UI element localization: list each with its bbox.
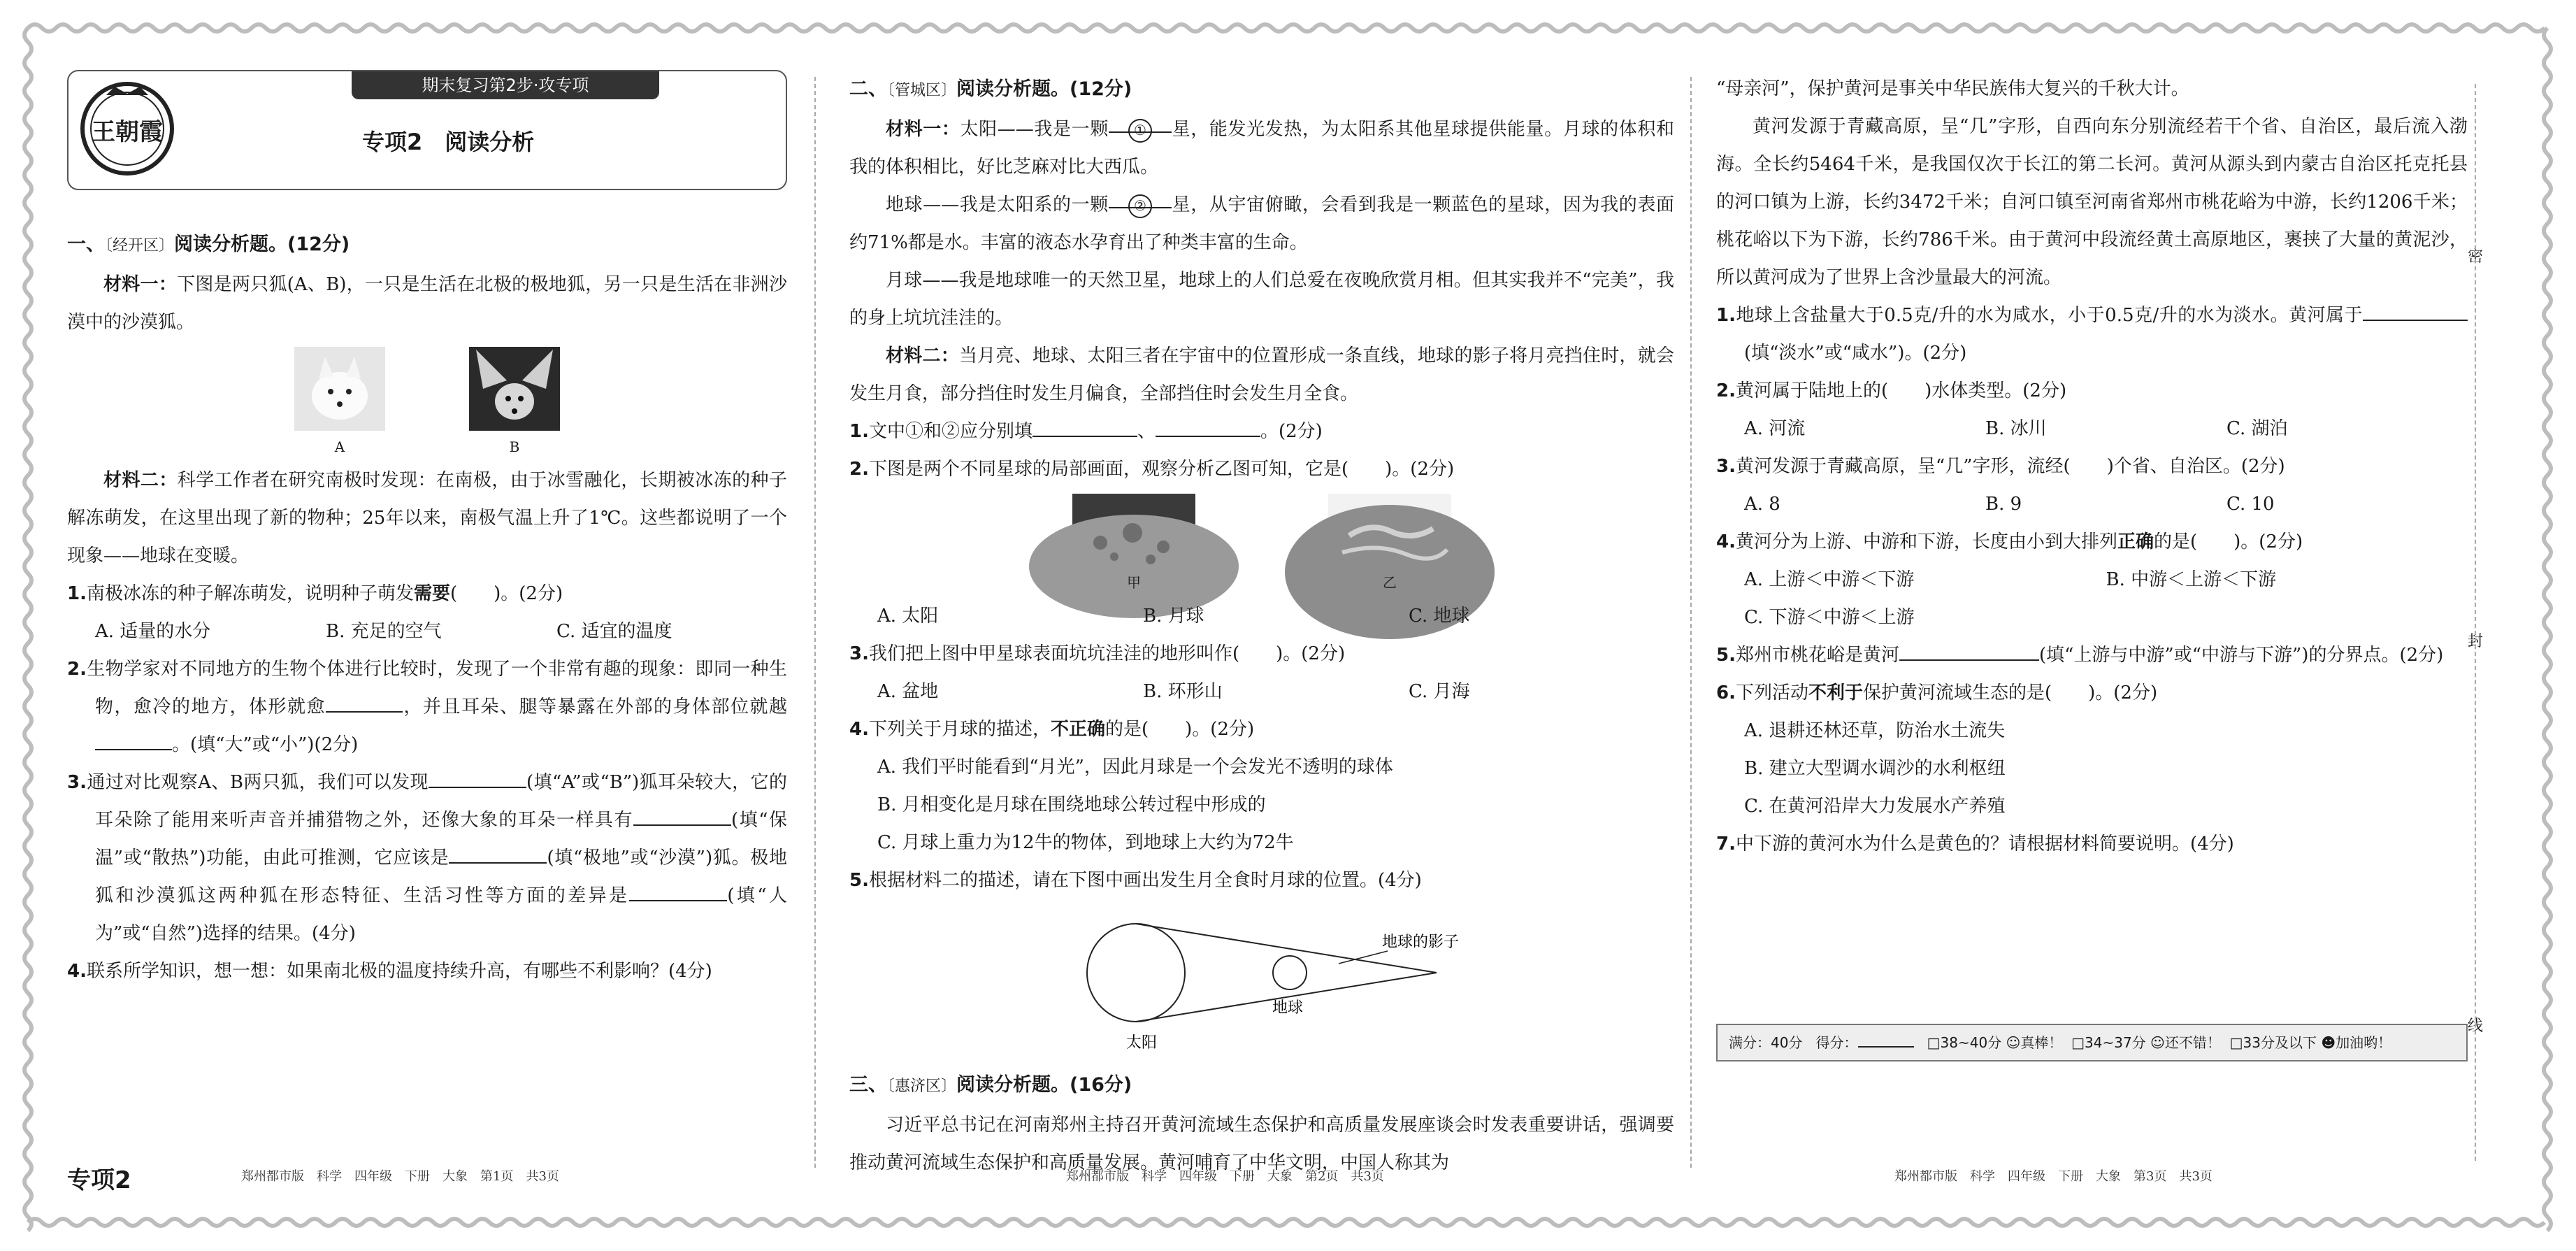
fox-a: A <box>294 347 385 457</box>
question-4-options <box>849 748 1674 862</box>
footer-page-3: 郑州都市版 科学 四年级 下册 大象 第3页 共3页 <box>1894 1169 2212 1184</box>
header-banner: 期末复习第2步·攻专项 <box>352 71 659 99</box>
question-2: 2.下图是两个不同星球的局部画面，观察分析乙图可知，它是( )。(2分) <box>849 459 1455 480</box>
question-1: 1.文中①和②应分别填 、 。(2分) <box>849 413 1674 450</box>
seal-line <box>2475 84 2476 1161</box>
cheer-icon: ☻ <box>2321 1034 2336 1051</box>
answer-blank[interactable] <box>95 728 172 750</box>
score-range-2[interactable]: □34~37分 <box>2071 1034 2146 1051</box>
score-range-3[interactable]: □33分及以下 <box>2229 1034 2317 1051</box>
question-5: 5.根据材料二的描述，请在下图中画出发生月全食时月球的位置。(4分) <box>849 870 1422 891</box>
material-1: 材料一：下图是两只狐(A、B)，一只是生活在北极的极地狐，另一只是生活在非洲沙漠中的沙漠狐。 <box>67 274 787 333</box>
option-c[interactable]: C. 适宜的温度 <box>556 621 672 642</box>
question-3: 3.我们把上图中甲星球表面坑坑洼洼的地形叫作( )。(2分) <box>849 643 1346 664</box>
svg-text:王朝霞: 王朝霞 <box>92 118 163 146</box>
option-b[interactable]: B. 建立大型调水调沙的水利枢纽 <box>1744 758 2006 779</box>
answer-blank[interactable] <box>1032 415 1137 437</box>
option-c[interactable]: C. 下游＜中游＜上游 <box>1744 607 1915 628</box>
planet-images <box>849 494 1674 593</box>
material-1-moon: 月球——我是地球唯一的天然卫星，地球上的人们总爱在夜晚欣赏月相。但其实我并不“完美”，我的身上坑坑洼洼的。 <box>849 270 1674 329</box>
question-1: 1.南极冰冻的种子解冻萌发，说明种子萌发需要( )。(2分) <box>67 583 563 604</box>
material-2: 材料二：科学工作者在研究南极时发现：在南极，由于冰雪融化，长期被冰冻的种子解冻萌发，在这里出现了新的物种；25年以来，南极气温上升了1℃。这些都说明了一个现象——地球在变暖。 <box>67 470 787 566</box>
page-title: 专项2 阅读分析 <box>362 129 535 155</box>
answer-blank[interactable] <box>429 766 526 788</box>
answer-blank[interactable] <box>2363 299 2468 321</box>
question-3-options <box>1716 485 2468 523</box>
question-1: 1.地球上含盐量大于0.5克/升的水为咸水，小于0.5克/升的水为淡水。黄河属于(填“淡水”或“咸水”)。(2分) <box>1716 296 2468 372</box>
page-3 <box>1716 70 2468 1161</box>
question-2: 2.黄河属于陆地上的( )水体类型。(2分) <box>1716 380 2067 401</box>
question-2-options <box>1716 410 2468 448</box>
score-bar: 满分：40分 得分： □38~40分 ☺真棒！ □34~37分 ☺还不错！ □33分及以下 ☻加油哟！ <box>1716 1024 2468 1061</box>
wangzhaoxia-logo <box>78 80 176 178</box>
option-c[interactable]: C. 月球上重力为12牛的物体，到地球上大约为72牛 <box>877 832 1294 853</box>
sun-label: 太阳 <box>1126 1034 1158 1052</box>
answer-blank[interactable] <box>633 803 731 826</box>
score-blank[interactable] <box>1858 1031 1914 1048</box>
question-5: 5.郑州市桃花峪是黄河 (填“上游与中游”或“中游与下游”)的分界点。(2分) <box>1716 636 2468 674</box>
fox-b: B <box>469 347 560 457</box>
page-divider-2 <box>1690 77 1692 1168</box>
question-2: 2.生物学家对不同地方的生物个体进行比较时，发现了一个非常有趣的现象：即同一种生物，愈冷的地方，体形就愈 ，并且耳朵、腿等暴露在外部的身体部位就越。(填“大”或“小”)(2分) <box>67 659 787 755</box>
option-b[interactable]: B. 月球 <box>1143 606 1204 627</box>
section-heading: 二、〔管城区〕阅读分析题。(12分) <box>849 78 1132 100</box>
eclipse-diagram[interactable] <box>1059 899 1492 1060</box>
question-7: 7.中下游的黄河水为什么是黄色的？请根据材料简要说明。(4分) <box>1716 834 2234 855</box>
material-2: 材料二：当月亮、地球、太阳三者在宇宙中的位置形成一条直线，地球的影子将月亮挡住时，就会发生月食，部分挡住时发生月偏食，全部挡住时会发生月全食。 <box>849 345 1674 404</box>
arctic-fox-image <box>294 347 385 431</box>
passage-continued: “母亲河”，保护黄河是事关中华民族伟大复兴的千秋大计。 <box>1716 78 2189 99</box>
earth-circle <box>1273 956 1307 989</box>
option-b[interactable]: B. 月相变化是月球在围绕地球公转过程中形成的 <box>877 794 1266 815</box>
option-a[interactable]: A. 我们平时能看到“月光”，因此月球是一个会发光不透明的球体 <box>877 757 1393 778</box>
question-4-options <box>1716 561 2468 599</box>
fennec-fox-image <box>469 347 560 431</box>
option-a[interactable]: A. 太阳 <box>877 606 939 627</box>
material-1-earth: 地球——我是太阳系的一颗 ② 星，从宇宙俯瞰，会看到我是一颗蓝色的星球，因为我的表面约71%都是水。丰富的液态水孕育出了种类丰富的生命。 <box>849 186 1674 262</box>
earth-shadow-label: 地球的影子 <box>1382 934 1460 951</box>
answer-blank[interactable] <box>1156 415 1260 437</box>
question-4: 4.黄河分为上游、中游和下游，长度由小到大排列正确的是( )。(2分) <box>1716 531 2303 552</box>
answer-blank[interactable] <box>449 841 547 864</box>
footer-page-2: 郑州都市版 科学 四年级 下册 大象 第2页 共3页 <box>1066 1169 1384 1184</box>
smile-icon: ☺ <box>2150 1034 2165 1051</box>
question-3-options <box>849 673 1674 710</box>
option-b[interactable]: B. 冰川 <box>1985 418 2047 439</box>
sun-circle <box>1087 924 1185 1022</box>
fox-images <box>67 347 787 457</box>
option-a[interactable]: A. 退耕还林还草，防治水土流失 <box>1744 720 2006 741</box>
answer-blank[interactable] <box>326 690 403 713</box>
answer-blank[interactable] <box>629 879 727 901</box>
smile-icon: ☺ <box>2006 1034 2021 1051</box>
option-c[interactable]: C. 湖泊 <box>2226 418 2288 439</box>
option-b[interactable]: B. 充足的空气 <box>326 621 442 642</box>
option-b[interactable]: B. 环形山 <box>1143 681 1223 702</box>
seal-char-3: 线 <box>2467 1017 2483 1035</box>
score-range-1[interactable]: □38~40分 <box>1927 1034 2002 1051</box>
planet-yi: 乙 <box>1328 494 1451 593</box>
section-3-passage: 习近平总书记在河南郑州主持召开黄河流域生态保护和高质量发展座谈会时发表重要讲话，强调要推动黄河流域生态保护和高质量发展。黄河哺育了中华文明，中国人称其为 <box>849 1115 1674 1173</box>
moon-surface-image <box>1072 494 1195 566</box>
option-c[interactable]: C. 月海 <box>1409 681 1470 702</box>
seal-char-1: 密 <box>2467 248 2483 266</box>
option-a[interactable]: A. 8 <box>1744 494 1780 515</box>
option-c[interactable]: C. 10 <box>2226 494 2275 515</box>
question-4: 4.联系所学知识，想一想：如果南北极的温度持续升高，有哪些不利影响？(4分) <box>67 961 712 982</box>
page-1 <box>67 70 787 1161</box>
page-divider-1 <box>814 77 816 1168</box>
section-heading: 一、〔经开区〕阅读分析题。(12分) <box>67 234 350 255</box>
seal-char-2: 封 <box>2467 633 2483 650</box>
option-a[interactable]: A. 河流 <box>1744 418 1806 439</box>
page-2 <box>849 70 1674 1173</box>
question-4-options-2 <box>1716 599 2468 636</box>
earth-label: 地球 <box>1272 999 1304 1017</box>
option-b[interactable]: B. 9 <box>1985 494 2022 515</box>
section-heading: 三、〔惠济区〕阅读分析题。(16分) <box>849 1074 1132 1096</box>
material-1-sun: 材料一：太阳——我是一颗 ① 星，能发光发热，为太阳系其他星球提供能量。月球的体积和我的体积相比，好比芝麻对比大西瓜。 <box>849 110 1674 186</box>
question-6-options <box>1716 712 2468 825</box>
planet-jia: 甲 <box>1072 494 1195 593</box>
question-1-options <box>67 613 787 650</box>
option-a[interactable]: A. 适量的水分 <box>95 621 211 642</box>
passage-yellow-river: 黄河发源于青藏高原，呈“几”字形，自西向东分别流经若干个省、自治区，最后流入渤海。全长约5464千米，是我国仅次于长江的第二长河。黄河从源头到内蒙古自治区托克托县的河口镇为上游，长约3472千米；自河口镇至河南省郑州市桃花峪为中游，长约1206千米；桃花峪以下为下游，长约786千米。由于黄河中段流经黄土高原地区，裹挟了大量的黄泥沙，所以黄河成为了世界上含沙量最大的河流。 <box>1716 116 2468 288</box>
option-c[interactable]: C. 在黄河沿岸大力发展水产养殖 <box>1744 796 2006 817</box>
question-4: 4.下列关于月球的描述，不正确的是( )。(2分) <box>849 719 1255 740</box>
option-b[interactable]: B. 中游＜上游＜下游 <box>2106 569 2277 590</box>
question-3: 3.黄河发源于青藏高原，呈“几”字形，流经( )个省、自治区。(2分) <box>1716 456 2285 477</box>
question-2-options <box>849 597 1674 635</box>
footer-tag: 专项2 <box>67 1166 131 1194</box>
earth-surface-image <box>1328 494 1451 566</box>
question-3: 3.通过对比观察A、B两只狐，我们可以发现 (填“A”或“B”)狐耳朵较大，它的耳朵除了能用来听声音并捕猎物之外，还像大象的耳朵一样具有 (填“保温”或“散热”)功能，由此可推测，它应该是 (填“极地”或“沙漠”)狐。极地狐和沙漠狐这两种狐在形态特征、生活习性等方面的差异是 (填“人为”或“自然”)选择的结果。(4分) <box>67 764 787 952</box>
section-header <box>67 70 787 190</box>
option-c[interactable]: C. 地球 <box>1409 606 1470 627</box>
option-a[interactable]: A. 盆地 <box>877 681 939 702</box>
answer-blank[interactable] <box>1899 638 2039 661</box>
footer-page-1: 郑州都市版 科学 四年级 下册 大象 第1页 共3页 <box>241 1169 559 1184</box>
question-6: 6.下列活动不利于保护黄河流域生态的是( )。(2分) <box>1716 682 2158 703</box>
option-a[interactable]: A. 上游＜中游＜下游 <box>1744 569 1915 590</box>
